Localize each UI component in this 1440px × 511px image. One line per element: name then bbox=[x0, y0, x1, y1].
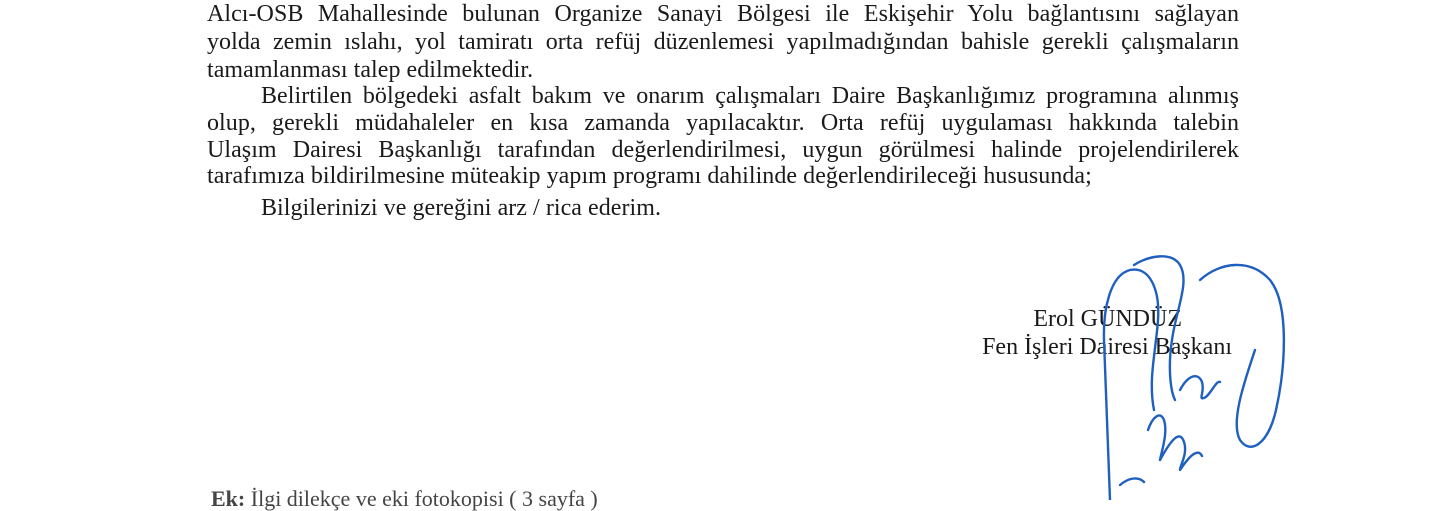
handwritten-signature bbox=[1080, 250, 1310, 500]
body-line: olup, gerekli müdahaleler en kısa zamanda yapılacaktır. Orta refüj uygulaması hakkında talebin bbox=[207, 110, 1239, 136]
attachment-note bbox=[211, 487, 598, 511]
body-line: tarafımıza bildirilmesine müteakip yapım programı dahilinde değerlendirileceği hususunda; bbox=[207, 163, 1092, 189]
body-line: Belirtilen bölgedeki asfalt bakım ve onarım çalışmaları Daire Başkanlığımız programına alınmış bbox=[261, 83, 1239, 109]
closing-line: Bilgilerinizi ve gereğini arz / rica ederim. bbox=[261, 195, 662, 221]
body-line: Ulaşım Dairesi Başkanlığı tarafından değerlendirilmesi, uygun görülmesi halinde projelendirilerek bbox=[207, 137, 1239, 163]
signatory-name: Erol GÜNDÜZ bbox=[1033, 306, 1182, 332]
signatory-title: Fen İşleri Dairesi Başkanı bbox=[982, 334, 1232, 360]
body-line: tamamlanması talep edilmektedir. bbox=[207, 57, 534, 83]
body-line: Alcı-OSB Mahallesinde bulunan Organize Sanayi Bölgesi ile Eskişehir Yolu bağlantısını sağlayan bbox=[207, 1, 1239, 27]
attachment-text: İlgi dilekçe ve eki fotokopisi ( 3 sayfa ) bbox=[250, 486, 598, 511]
attachment-label: Ek: bbox=[211, 486, 246, 511]
body-line: yolda zemin ıslahı, yol tamiratı orta refüj düzenlemesi yapılmadığından bahisle gerekli çalışmaların bbox=[207, 29, 1239, 55]
